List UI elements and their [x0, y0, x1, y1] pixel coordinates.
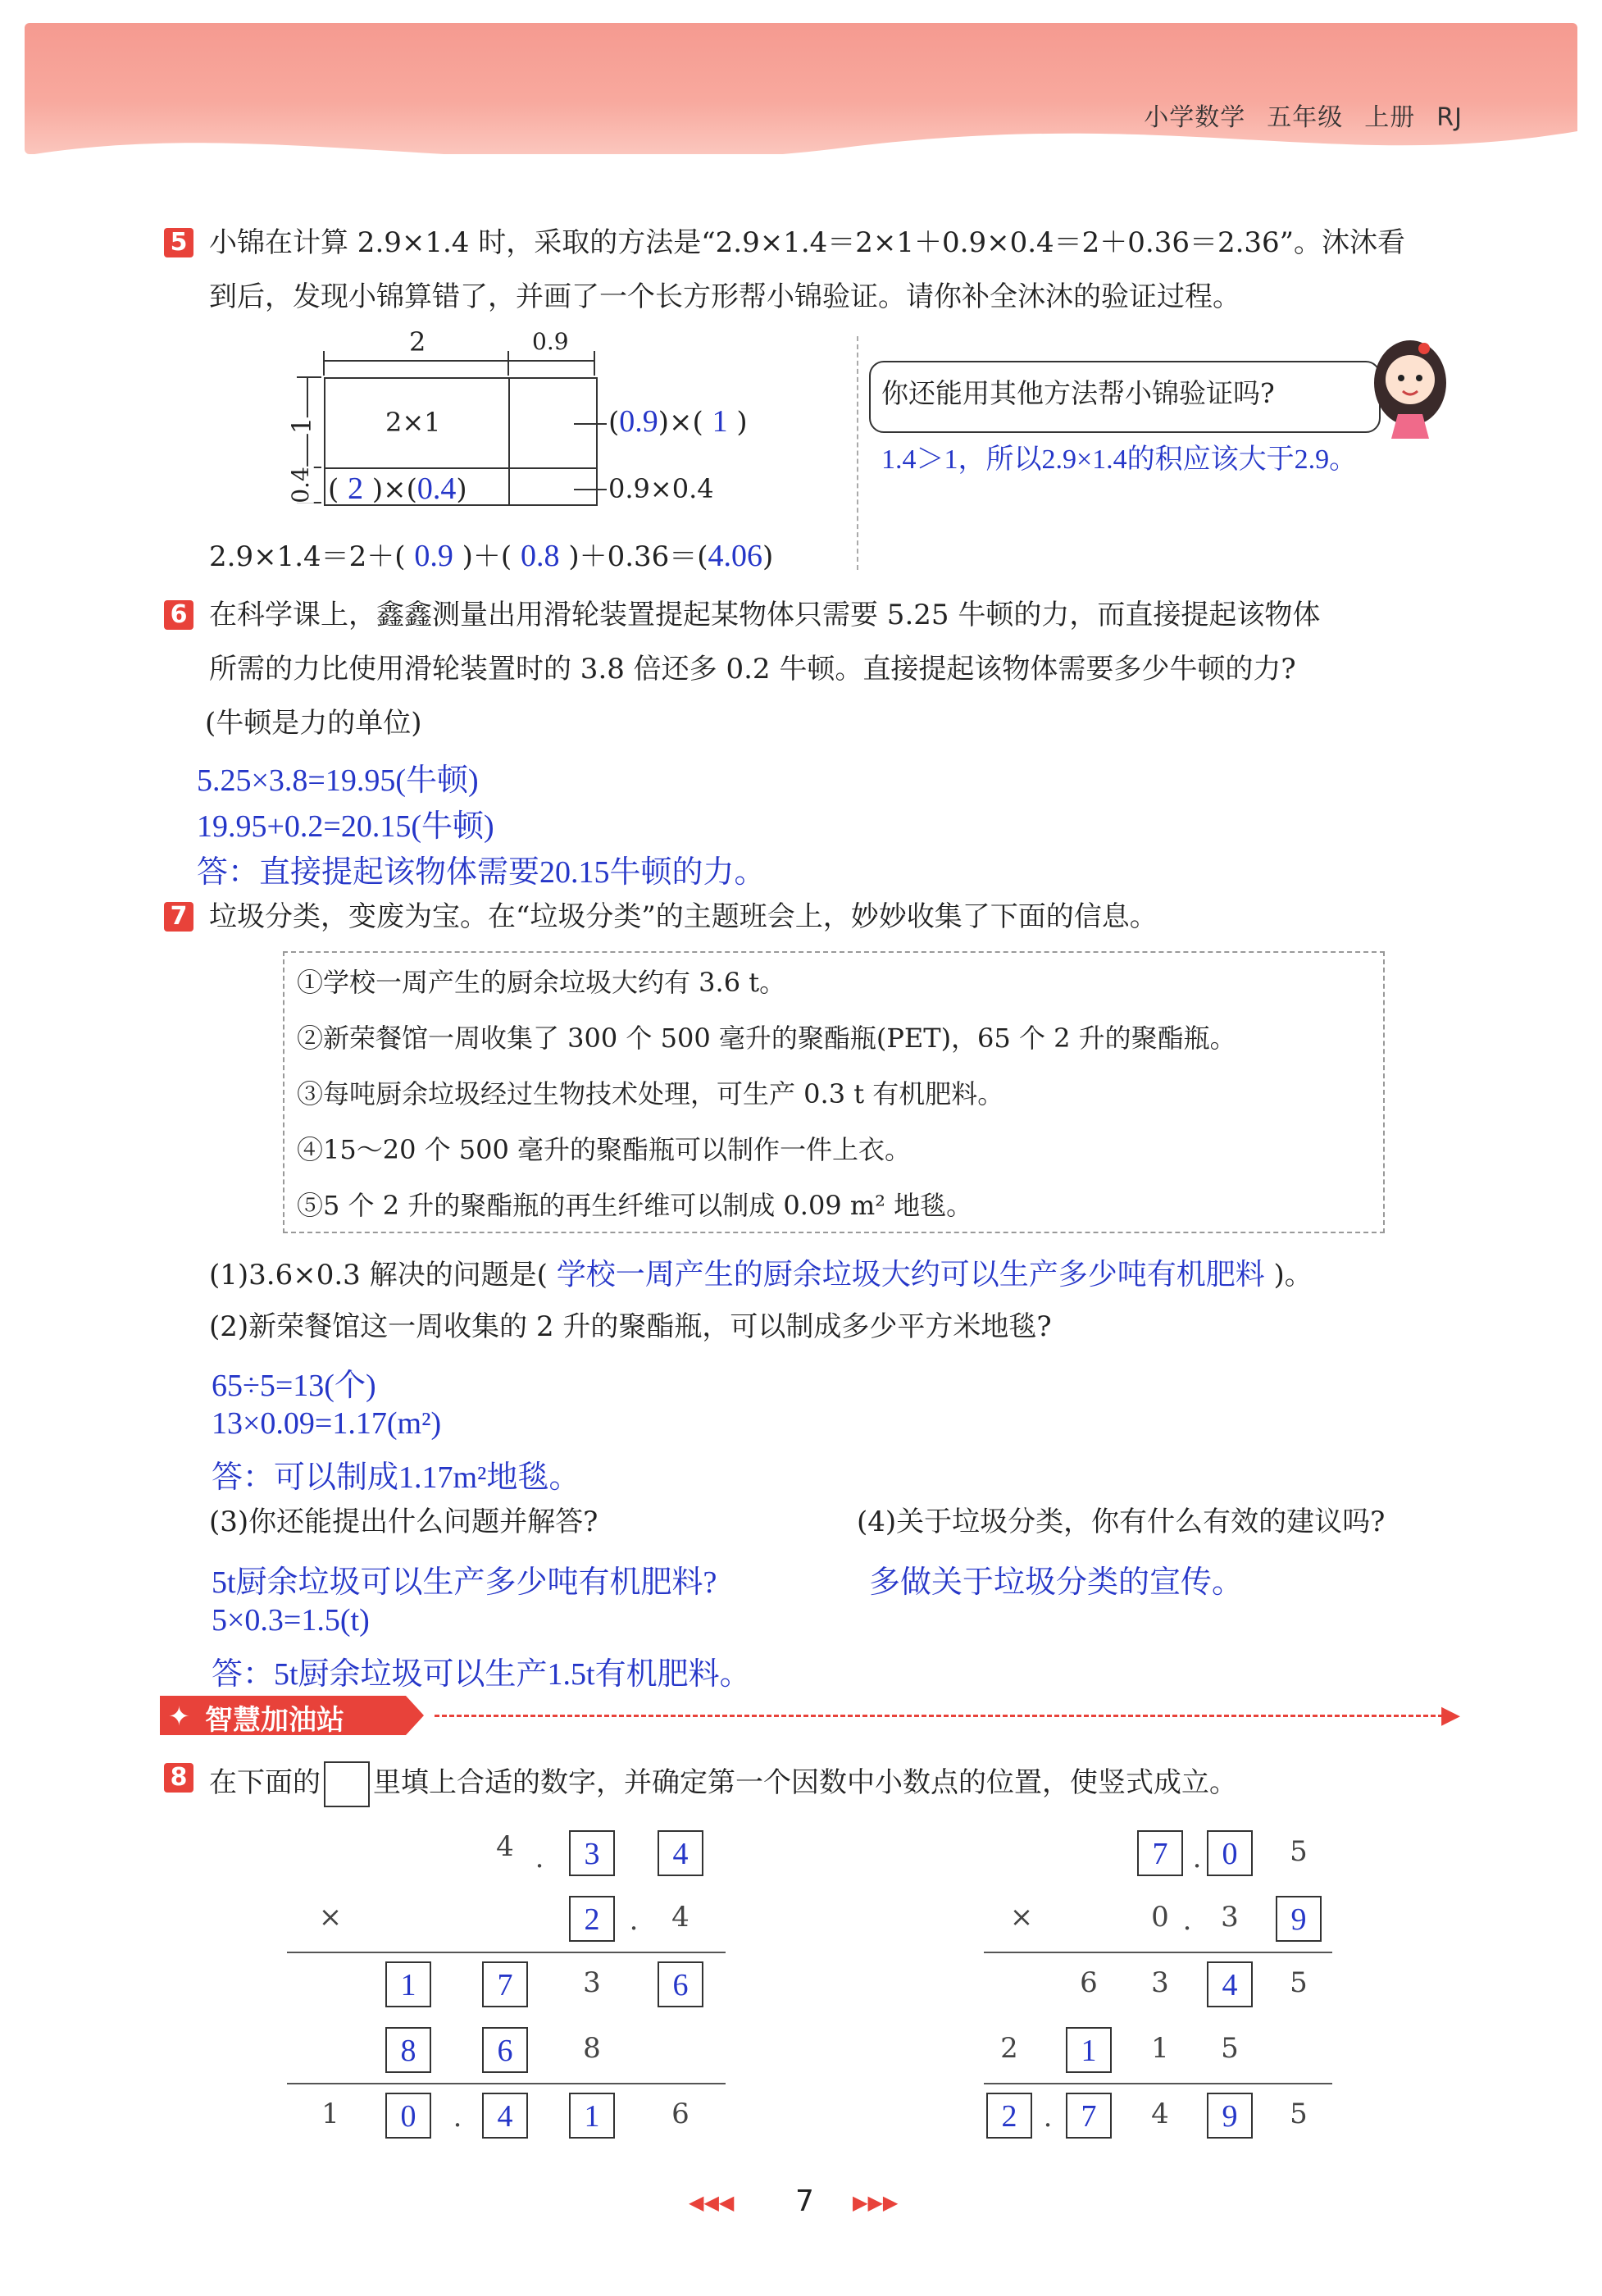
rm-r5-d3: 4 — [1151, 2098, 1169, 2130]
rm-r4-box2[interactable]: 1 — [1066, 2027, 1112, 2073]
lm-r1-box2[interactable]: 4 — [658, 1830, 703, 1876]
q8-text: 在下面的 里填上合适的数字，并确定第一个因数中小数点的位置，使竖式成立。 — [209, 1761, 1237, 1807]
lm-r3-box2[interactable]: 7 — [482, 1961, 528, 2007]
q5-leader-c — [574, 489, 607, 490]
lm-r1-box1[interactable]: 3 — [569, 1830, 615, 1876]
header-grade: 五年级 — [1267, 103, 1344, 132]
rm-r4-d4: 5 — [1221, 2032, 1239, 2065]
lm-r2-box1[interactable]: 2 — [569, 1896, 615, 1942]
rm-r2-box3[interactable]: 9 — [1276, 1896, 1322, 1942]
rm-r2-dot: . — [1182, 1904, 1192, 1937]
q5-label-b: ( 2 )×(0.4) — [328, 472, 467, 506]
rm-r5-box4[interactable]: 9 — [1207, 2093, 1253, 2139]
rm-r2-d2: 3 — [1221, 1901, 1239, 1934]
q5-dim-1: 1 — [286, 417, 318, 435]
rm-r1-dot: . — [1192, 1842, 1202, 1875]
q7-part1: (1)3.6×0.3 解决的问题是( 学校一周产生的厨余垃圾大约可以生产多少吨有机肥料 )。 — [209, 1258, 1313, 1292]
rm-r1-box1[interactable]: 7 — [1137, 1830, 1183, 1876]
q6-line3: (牛顿是力的单位) — [205, 707, 422, 740]
footer-right-arrows-icon: ▶▶▶ — [853, 2191, 899, 2214]
q5-equation: 2.9×1.4＝2＋( 0.9 )＋( 0.8 )＋0.36＝(4.06) — [209, 539, 774, 573]
q5-separator — [857, 336, 858, 570]
page-number: 7 — [795, 2184, 814, 2218]
q7-part3-answer-1: 5t厨余垃圾可以生产多少吨有机肥料? — [212, 1565, 717, 1600]
footer-left-arrows-icon: ◀◀◀ — [689, 2191, 735, 2214]
q6-answer-3: 答：直接提起该物体需要20.15牛顿的力。 — [197, 855, 766, 890]
header-volume: 上册 — [1364, 103, 1416, 132]
lm-r2-dot: . — [629, 1904, 639, 1937]
rm-line-2 — [984, 2083, 1332, 2084]
lm-r5-d5: 6 — [671, 2098, 689, 2130]
rm-r4-d1: 2 — [1000, 2032, 1018, 2065]
q5-label-c: 0.9×0.4 — [608, 473, 714, 504]
header-info — [1122, 97, 1463, 133]
q5-dim-09: 0.9 — [532, 328, 569, 355]
q5-dim-2: 2 — [406, 326, 429, 358]
q6-number: 6 — [164, 600, 193, 630]
q7-info-3: ③每吨厨余垃圾经过生物技术处理，可生产 0.3 t 有机肥料。 — [297, 1078, 1004, 1109]
q7-part3-answer-3: 答：5t厨余垃圾可以生产1.5t有机肥料。 — [212, 1657, 751, 1692]
q7-part2-answer-3: 答：可以制成1.17m²地毯。 — [212, 1460, 580, 1495]
rm-r3-d2: 3 — [1151, 1966, 1169, 1999]
header-subject: 小学数学 — [1144, 103, 1246, 132]
lm-r3-box4[interactable]: 6 — [658, 1961, 703, 2007]
q7-part3-answer-2: 5×0.3=1.5(t) — [212, 1603, 370, 1638]
q5-dim-04: 0.4 — [286, 467, 314, 503]
lm-r5-box2[interactable]: 0 — [385, 2093, 431, 2139]
q5-bubble-text: 你还能用其他方法帮小锦验证吗? — [881, 377, 1275, 409]
header-edition: RJ — [1436, 103, 1463, 132]
lm-r1-d1: 4 — [496, 1830, 514, 1863]
lm-r5-box4[interactable]: 1 — [569, 2093, 615, 2139]
q6-line2: 所需的力比使用滑轮装置时的 3.8 倍还多 0.2 牛顿。直接提起该物体需要多少牛顿的力? — [209, 653, 1296, 686]
rm-r5-d5: 5 — [1290, 2098, 1308, 2130]
lm-r3-box1[interactable]: 1 — [385, 1961, 431, 2007]
lm-r4-box2[interactable]: 6 — [482, 2027, 528, 2073]
rm-r1-box2[interactable]: 0 — [1207, 1830, 1253, 1876]
q7-part4: (4)关于垃圾分类，你有什么有效的建议吗? — [857, 1506, 1386, 1538]
q7-part2-answer-2: 13×0.09=1.17(m²) — [212, 1406, 442, 1441]
rm-r5-dot: . — [1043, 2101, 1053, 2134]
lm-times: × — [318, 1901, 343, 1934]
q5-leader-a — [574, 423, 607, 425]
girl-avatar-icon — [1365, 332, 1455, 439]
lm-r4-box1[interactable]: 8 — [385, 2027, 431, 2073]
q5-bubble-answer: 1.4＞1，所以2.9×1.4的积应该大于2.9。 — [881, 444, 1358, 475]
q7-info-4: ④15～20 个 500 毫升的聚酯瓶可以制作一件上衣。 — [297, 1134, 912, 1165]
q5-line1: 小锦在计算 2.9×1.4 时，采取的方法是“2.9×1.4＝2×1＋0.9×0.4＝2＋0.36＝2.36”。沐沐看 — [209, 226, 1406, 259]
q7-number: 7 — [164, 902, 193, 932]
q5-rect-vdivider — [508, 377, 510, 504]
q6-answer-1: 5.25×3.8=19.95(牛顿) — [197, 763, 479, 798]
q6-line1: 在科学课上，鑫鑫测量出用滑轮装置提起某物体只需要 5.25 牛顿的力，而直接提起该物体 — [209, 599, 1321, 631]
q5-label-a: (0.9)×( 1 ) — [608, 404, 748, 439]
q7-part2: (2)新荣餐馆这一周收集的 2 升的聚酯瓶，可以制成多少平方米地毯? — [209, 1310, 1052, 1343]
q7-part2-answer-1: 65÷5=13(个) — [212, 1369, 376, 1403]
rm-r3-d1: 6 — [1080, 1966, 1098, 1999]
rm-line-1 — [984, 1952, 1332, 1953]
rm-r5-box2[interactable]: 7 — [1066, 2093, 1112, 2139]
q7-intro: 垃圾分类，变废为宝。在“垃圾分类”的主题班会上，妙妙收集了下面的信息。 — [209, 900, 1158, 933]
rm-r3-box3[interactable]: 4 — [1207, 1961, 1253, 2007]
lm-r1-dot: . — [535, 1842, 544, 1875]
rm-times: × — [1009, 1901, 1034, 1934]
q7-part3: (3)你还能提出什么问题并解答? — [209, 1506, 598, 1538]
lm-r5-box3[interactable]: 4 — [482, 2093, 528, 2139]
section-dashline — [435, 1715, 1443, 1717]
q5-line2: 到后，发现小锦算错了，并画了一个长方形帮小锦验证。请你补全沐沐的验证过程。 — [209, 280, 1240, 313]
rm-r2-d1: 0 — [1151, 1901, 1169, 1934]
rm-r3-d4: 5 — [1290, 1966, 1308, 1999]
rm-r1-d3: 5 — [1290, 1835, 1308, 1868]
svg-text:✦: ✦ — [168, 1701, 190, 1732]
q5-cell-2x1: 2×1 — [385, 407, 441, 438]
q7-info-1: ①学校一周产生的厨余垃圾大约有 3.6 t。 — [297, 967, 786, 998]
lm-r3-d3: 3 — [583, 1966, 601, 1999]
q7-info-2: ②新荣餐馆一周收集了 300 个 500 毫升的聚酯瓶(PET)，65 个 2 升的聚酯瓶。 — [297, 1023, 1236, 1054]
q7-part4-answer: 多做关于垃圾分类的宣传。 — [869, 1565, 1244, 1600]
lm-r5-dot: . — [453, 2101, 462, 2134]
q8-number: 8 — [164, 1763, 193, 1793]
q8-blank-box-icon — [324, 1761, 370, 1807]
lm-r2-d2: 4 — [671, 1901, 689, 1934]
q7-info-5: ⑤5 个 2 升的聚酯瓶的再生纤维可以制成 0.09 m² 地毯。 — [297, 1190, 973, 1221]
rm-r4-d3: 1 — [1151, 2032, 1169, 2065]
rm-r5-box1[interactable]: 2 — [986, 2093, 1032, 2139]
q5-number: 5 — [164, 228, 193, 257]
q6-answer-2: 19.95+0.2=20.15(牛顿) — [197, 809, 494, 844]
lm-r5-d1: 1 — [321, 2098, 339, 2130]
lm-line-1 — [287, 1952, 726, 1953]
lm-r4-d3: 8 — [583, 2032, 601, 2065]
lm-line-2 — [287, 2083, 726, 2084]
q5-rect-hdivider — [324, 467, 596, 469]
section-title: 智慧加油站 — [205, 1704, 344, 1737]
section-arrow-icon: ▶ — [1441, 1701, 1461, 1729]
